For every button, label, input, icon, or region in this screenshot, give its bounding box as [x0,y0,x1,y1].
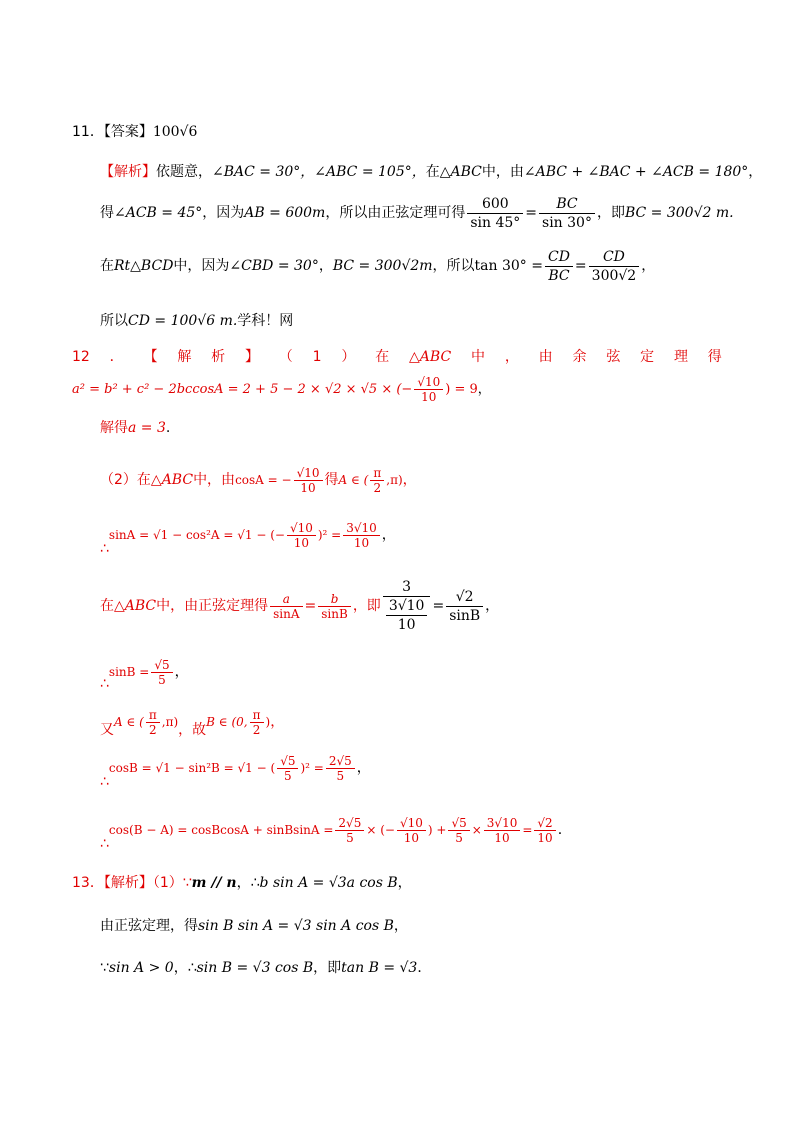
q11-line2 [100,193,734,233]
q12-head-char: 弦 [606,349,621,365]
q11-jiexi-label: 【解析】 [100,164,156,180]
q11-text: ，即 [596,205,625,221]
q12-math: cosA = − [235,473,292,487]
q12-text: 得 [324,472,339,488]
q12-math: A ∈ ( [114,715,144,729]
q13-text: 13．【解析】（1）∵ [72,875,192,891]
q11-line1 [100,162,762,182]
q12-head-char: 1 [312,349,322,365]
q12-line3 [100,418,170,438]
fraction: $\frac{3√10}{10}$ [343,521,380,550]
q13-line2 [100,916,408,936]
q12-head-char: 得 [707,349,722,365]
q11-text: ，所以 [432,258,475,274]
q12-head-char: 12 [72,349,90,365]
q11-text: ， [641,258,656,274]
q11-text: 在 [100,258,114,274]
q11-text: ， [318,258,333,274]
q12-line4 [100,458,417,502]
fraction: $\frac{√2}{10}$ [534,816,555,845]
q12-math: = [304,598,317,614]
q12-line8 [100,702,284,742]
fraction: $\frac{√10}{10}$ [397,816,426,845]
q12-text: ， [402,472,417,488]
q13-line1 [72,873,412,893]
q13-text: ∵ [100,960,109,976]
q12-math: cosB = √1 − sin²B = √1 − ( [108,761,276,775]
fraction: $\frac{√10}{10}$ [287,521,316,550]
q11-math: = [525,205,538,221]
q13-math: m // n [191,875,237,891]
fraction: $\frac{BC}{\sin 30^\circ}$ [539,195,595,232]
therefore-symbol: ∴ [100,676,109,692]
q13-text: ， [393,918,408,934]
q12-math: A ∈ ( [338,473,369,487]
q12-line7 [100,652,189,692]
q12-text: ， [485,598,500,614]
q12-math: sinA = √1 − cos²A = √1 − (− [108,528,285,542]
q12-text: ， [174,664,189,680]
q11-line4 [100,311,293,331]
q12-head-char: 解 [177,349,192,365]
q12-line5 [100,513,396,557]
q12-head-char: △ABC [409,349,452,365]
q11-math: ∠CBD = 30° [229,258,319,274]
fraction: $\frac{√10}{10}$ [294,466,323,495]
fraction: $\frac{CD}{300√2}$ [589,248,640,285]
q12-math: ,π) [386,473,403,487]
q11-math: BC = 300√2 m. [624,205,734,221]
q12-math: a² = b² + c² − 2bccosA = 2 + 5 − 2 × √2 × √5 × (− [72,382,413,397]
fraction: $\frac{√2}{\sin B}$ [446,588,483,625]
q11-text: 中，由 [481,164,524,180]
q11-text: 所以 [100,313,128,329]
q12-head-char: 定 [640,349,655,365]
q12-text: ， [381,527,396,543]
q12-math: = [522,823,533,837]
therefore-symbol: ∴ [100,774,109,790]
fraction: $\frac{\pi}{2}$ [146,708,160,737]
q13-math: sin B = √3 cos B [196,960,314,976]
q11-math: ∠ACB = 45° [114,205,203,221]
fraction: $\frac{√10}{10}$ [414,375,443,404]
therefore-symbol: ∴ [100,541,109,557]
fraction: $\frac{3√10}{10}$ [484,816,521,845]
q13-math: sin A > 0 [108,960,174,976]
q12-text: （2）在 [100,472,151,488]
q13-text: ，即 [313,960,342,976]
q12-head-char: 在 [375,349,390,365]
q12-head-char: 中 [471,349,485,365]
q11-math: ∠BAC = 30°，∠ABC = 105°， [212,164,426,180]
q12-text: 又 [100,722,114,738]
fraction: $\frac{3}{\frac{3√10}{10}}$ [383,578,431,634]
q12-math: △ABC [150,472,194,488]
q13-math: b sin A = √3a cos B [259,875,398,891]
q12-head-line [72,347,722,367]
q13-text: 由正弦定理，得 [100,918,198,934]
q11-math: tan 30° = [474,258,543,274]
q12-head-char: 余 [572,349,587,365]
q12-text: 在 [100,598,114,614]
q11-math: BC = 300√2m [332,258,433,274]
q12-math: )² = [317,528,342,542]
q12-head-char: ） [341,349,356,365]
q12-math: △ABC [114,598,157,614]
therefore-symbol: ∴ [100,836,109,852]
q12-text: ， [270,714,285,730]
q12-math: cos(B − A) = cosBcosA + sinBsinA = [108,823,334,837]
fraction: $\frac{\pi}{2}$ [250,708,264,737]
q11-text: 在 [425,164,440,180]
q11-math: CD = 100√6 m. [128,313,238,329]
fraction: $\frac{2√5}{5}$ [335,816,364,845]
q11-text: 依题意， [156,164,212,180]
q12-line9 [100,746,371,790]
q12-head-char: 由 [538,349,553,365]
q11-answer: 100√6 [152,124,198,140]
q12-math: )² = [300,761,324,775]
q12-head-char: 【 [143,349,158,365]
q13-text: ． [417,960,432,976]
q11-text: ， [748,164,763,180]
q12-head-char: ， [504,349,519,365]
q12-text: . [165,420,171,436]
q12-head-char: ． [109,349,124,365]
q11-math: AB = 600m [244,205,326,221]
q12-math: × (− [366,823,395,837]
q11-text: ，因为 [202,205,245,221]
q12-math: ) = 9 [445,382,478,397]
fraction: $\frac{a}{\sin A}$ [270,592,302,621]
q13-math: sin B sin A = √3 sin A cos B [198,918,394,934]
q12-text: 解得 [100,420,128,436]
q12-math: ) + [427,823,447,837]
q12-head-char: （ [278,349,293,365]
q13-math: tan B = √3 [341,960,418,976]
q13-text: ，∴ [173,960,197,976]
q12-text: 中，由正弦定理得 [156,598,269,614]
q12-math: × [471,823,482,837]
q12-text: ， [356,760,371,776]
q12-text: ，即 [352,598,381,614]
q12-text: ，故 [178,722,207,738]
fraction: $\frac{\pi}{2}$ [370,466,384,495]
q12-head-char: 理 [673,349,688,365]
fraction: $\frac{√5}{5}$ [151,658,172,687]
q11-text: 得 [100,205,114,221]
q11-math: ∠ABC + ∠BAC + ∠ACB = 180° [523,164,749,180]
q11-math: △ABC [439,164,482,180]
q11-text: 学科！网 [237,313,294,329]
q11-math: Rt△BCD [114,258,174,274]
q12-head-char: 】 [244,349,259,365]
q12-math: ) [265,715,271,729]
q12-math: B ∈ (0, [206,715,248,729]
fraction: $\frac{CD}{BC}$ [545,248,573,285]
q11-head: 11．【答案】 [72,124,153,140]
q13-text: ，∴ [236,875,260,891]
q12-math: ,π) [161,715,179,729]
q11-answer-line [72,122,197,142]
q12-head-char: 析 [211,349,226,365]
fraction: $\frac{600}{\sin 45^\circ}$ [467,195,523,232]
fraction: $\frac{√5}{5}$ [448,816,469,845]
q12-math: . [557,822,563,838]
fraction: $\frac{b}{\sin B}$ [318,592,351,621]
fraction: $\frac{√5}{5}$ [277,754,298,783]
q12-text: ， [477,382,491,397]
q12-math: a = 3 [128,420,166,436]
q13-line3 [100,958,431,978]
q12-line2 [72,370,491,410]
fraction: $\frac{2√5}{5}$ [326,754,355,783]
q11-line3: 在Rt△BCD中，因为∠CBD = 30°，BC = 300√2m，所以tan 30° = $\frac{CD}{BC}$ = $\frac{CD}{300√2}$ ， [100,248,656,284]
q12-text: 中，由 [193,472,236,488]
q12-line10 [100,808,562,852]
q13-text: ， [397,875,412,891]
q12-math: sinB = [108,665,150,679]
q12-line6: 在△ABC中，由正弦定理得 $\frac{a}{\sin A}$ = $\frac{b}{\sin B}$ ，即 $\frac{3}{\frac{3√10}{10}}$ = $\frac{√2}{\sin B}$ ， [100,579,500,633]
q11-text: ，所以由正弦定理可得 [325,205,466,221]
q11-text: 中，因为 [173,258,230,274]
